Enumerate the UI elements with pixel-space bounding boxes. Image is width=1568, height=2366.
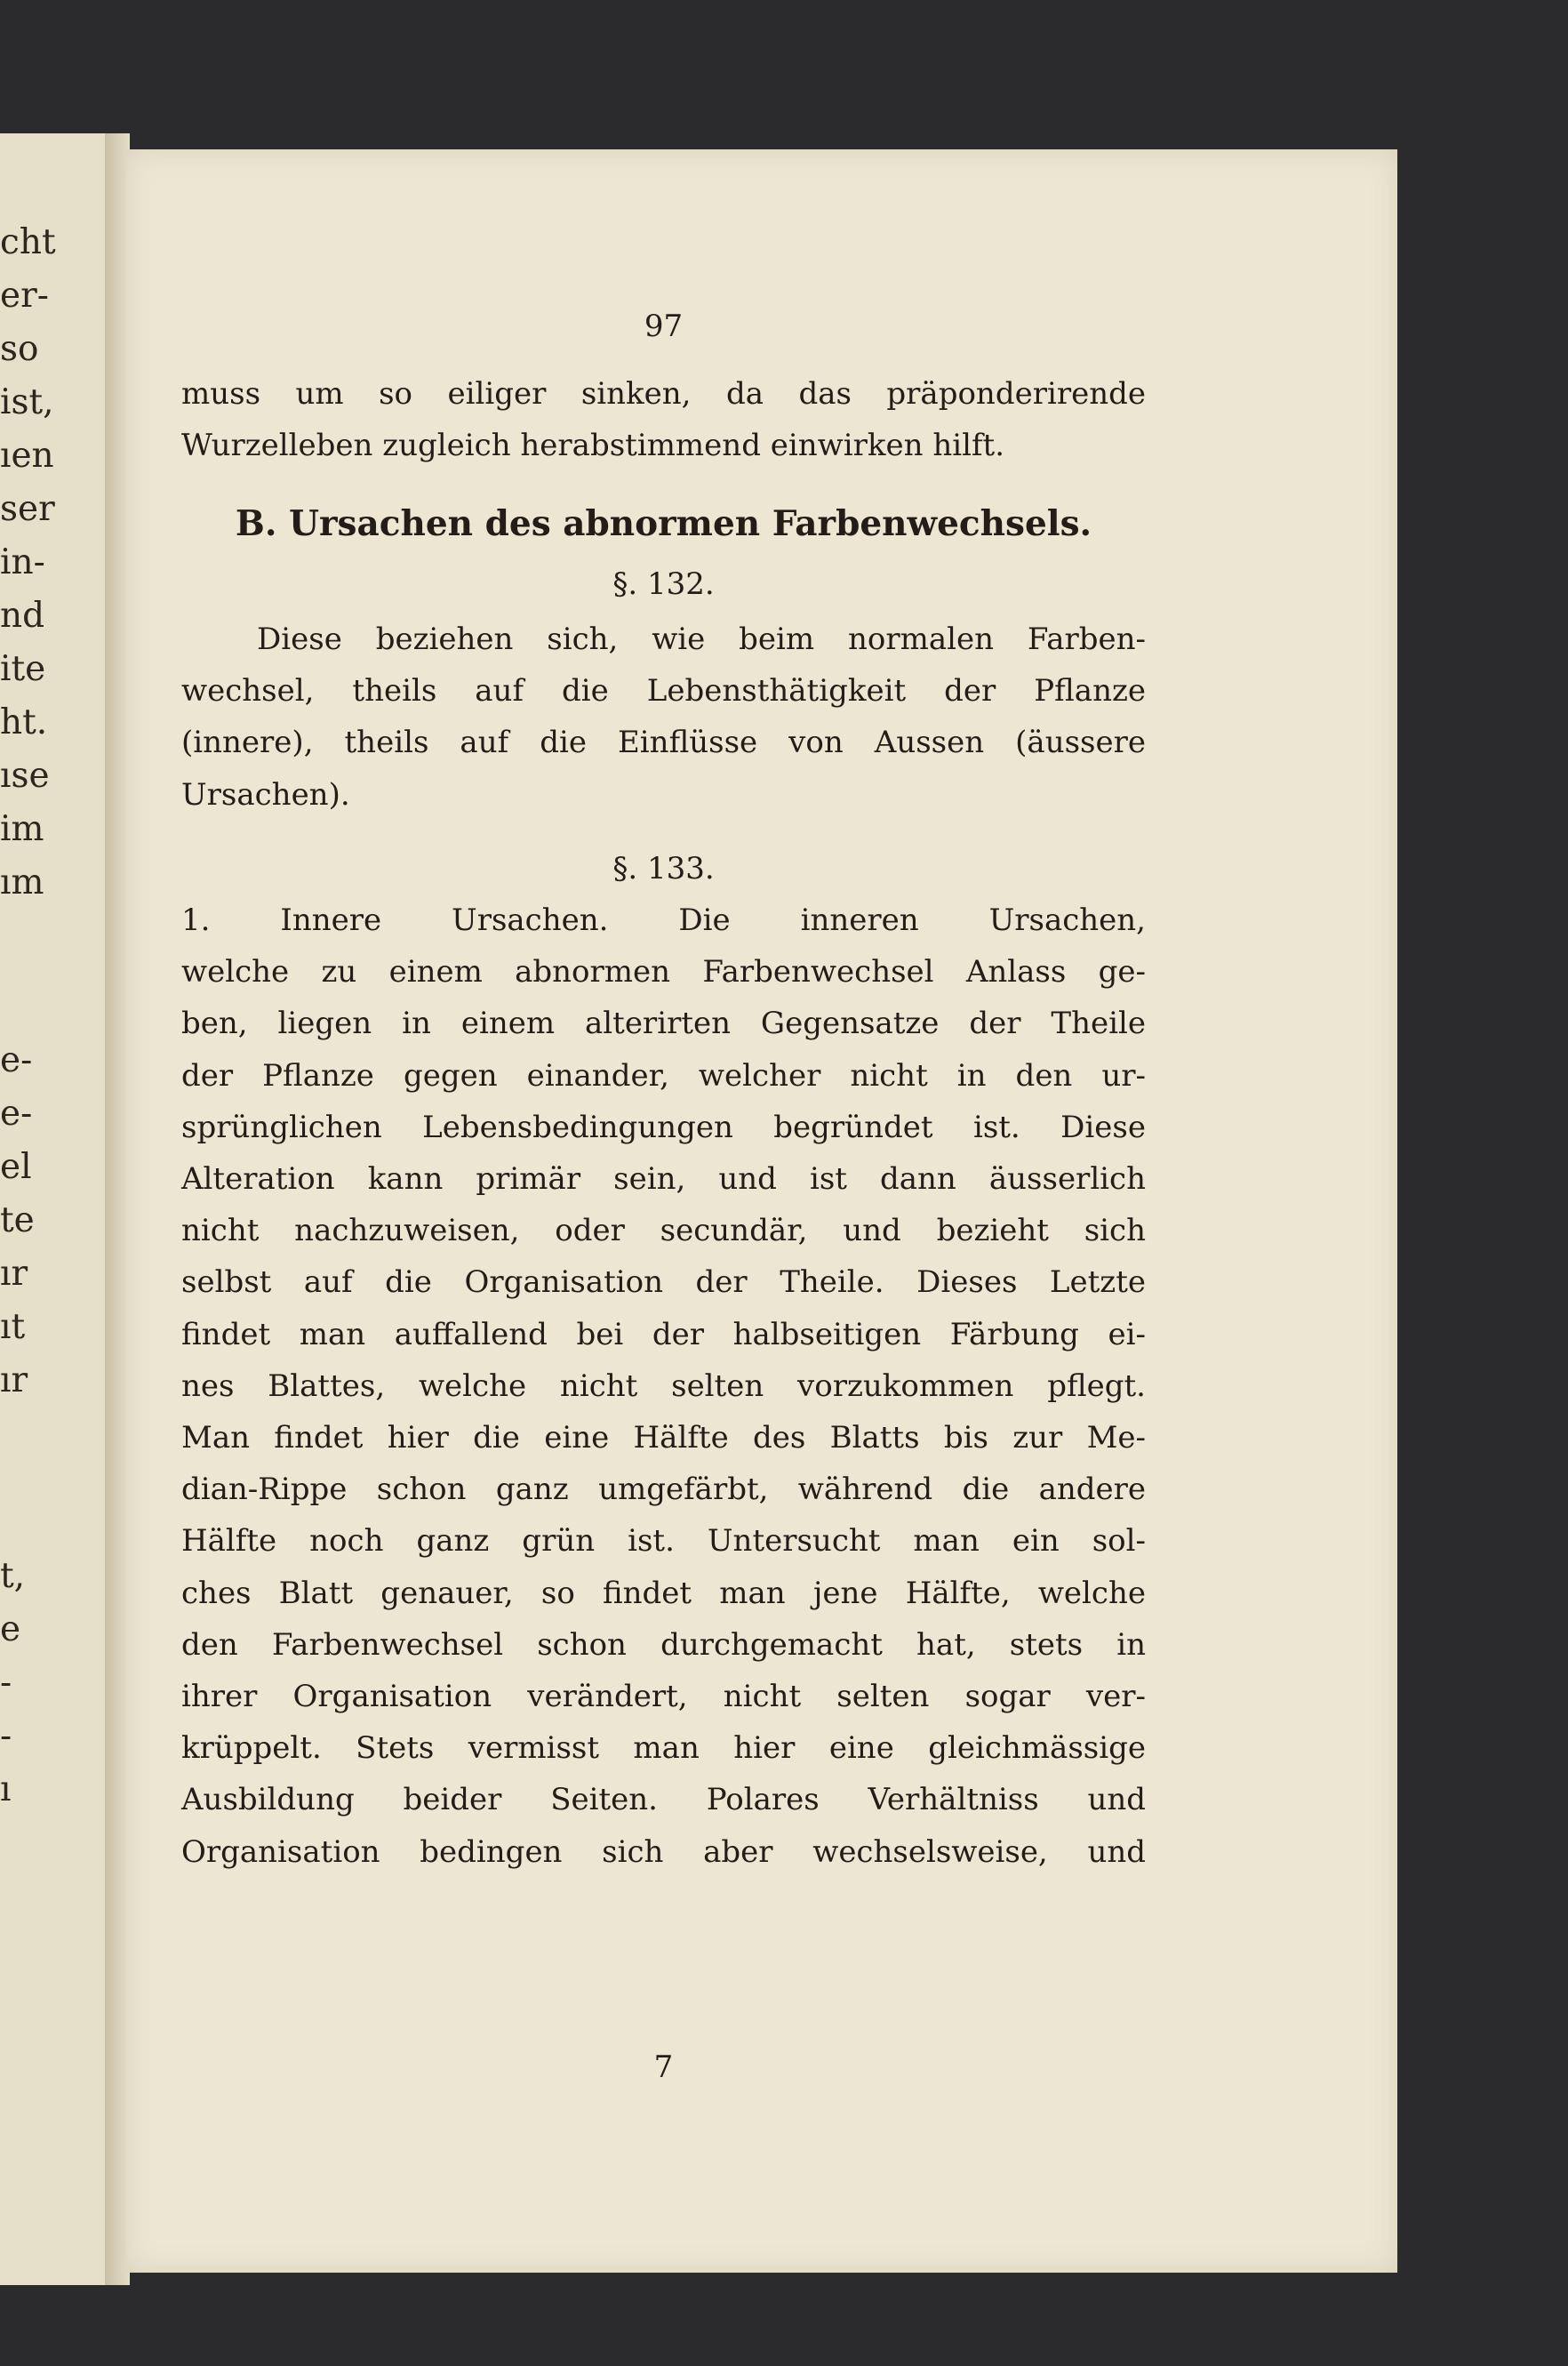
text-line: ihrer Organisation verändert, nicht selten sogar ver-	[181, 1679, 1146, 1715]
text-line: selbst auf die Organisation der Theile. Dieses Letzte	[181, 1264, 1146, 1301]
text-line: Wurzelleben zugleich herabstimmend einwirken hilft.	[181, 428, 1005, 464]
facing-page-fragment: ıse	[0, 756, 50, 796]
facing-page-fragment: e	[0, 1609, 21, 1649]
text-line: nes Blattes, welche nicht selten vorzukommen pflegt.	[181, 1367, 1146, 1404]
facing-page-fragment: in-	[0, 542, 45, 582]
text-line: sprünglichen Lebensbedingungen begründet ist. Diese	[181, 1109, 1146, 1145]
facing-page-fragment: ır	[0, 1254, 28, 1294]
paragraph-133	[181, 894, 1146, 1878]
text-line: krüppelt. Stets vermisst man hier eine gleichmässige	[181, 1730, 1146, 1767]
facing-page-fragment: ım	[0, 862, 44, 902]
facing-page-fragment: t,	[0, 1556, 26, 1596]
text-line: Diese beziehen sich, wie beim normalen Farben-	[257, 622, 1146, 657]
text-line: ben, liegen in einem alterirten Gegensatze der Theile	[181, 1006, 1146, 1042]
section-number-132: §. 132.	[612, 566, 715, 602]
book-page	[126, 149, 1397, 2273]
text-line: den Farbenwechsel schon durchgemacht hat, stets in	[181, 1626, 1146, 1663]
facing-page-fragment: so	[0, 329, 39, 369]
text-line: Ursachen).	[181, 776, 350, 813]
text-line: der Pflanze gegen einander, welcher nicht in den ur-	[181, 1057, 1146, 1094]
facing-page-fragment: ıen	[0, 436, 54, 476]
facing-page-fragment: -	[0, 1716, 12, 1756]
facing-page-fragment: el	[0, 1147, 32, 1187]
facing-page-fragment: er-	[0, 276, 49, 316]
facing-page-fragment: ıt	[0, 1307, 26, 1347]
text-line: wechsel, theils auf die Lebensthätigkeit der Pflanze	[181, 673, 1146, 710]
facing-page-fragment: ı	[0, 1769, 12, 1809]
facing-page-fragment: -	[0, 1663, 12, 1703]
text-line: findet man auffallend bei der halbseitigen Färbung ei-	[181, 1316, 1146, 1352]
text-line: Organisation bedingen sich aber wechselsweise, und	[181, 1833, 1146, 1870]
facing-page-fragment: ist,	[0, 382, 54, 422]
facing-page-fragment: im	[0, 809, 44, 849]
facing-page-fragment: nd	[0, 596, 45, 636]
text-line: welche zu einem abnormen Farbenwechsel Anlass ge-	[181, 954, 1146, 991]
facing-page-fragment: e-	[0, 1094, 33, 1134]
facing-page-fragment: cht	[0, 222, 56, 262]
text-line: Alteration kann primär sein, und ist dann äusserlich	[181, 1161, 1146, 1198]
text-line: Hälfte noch ganz grün ist. Untersucht man ein sol-	[181, 1523, 1146, 1560]
facing-page-fragment: ser	[0, 489, 55, 529]
section-number-133: §. 133.	[612, 851, 715, 886]
text-line: Man findet hier die eine Hälfte des Blatts bis zur Me-	[181, 1420, 1146, 1456]
text-line: (innere), theils auf die Einflüsse von Aussen (äussere	[181, 725, 1146, 761]
facing-page-fragment: te	[0, 1200, 35, 1240]
facing-page-fragment: ır	[0, 1360, 28, 1400]
page-number: 97	[644, 309, 684, 344]
signature-mark: 7	[653, 2049, 674, 2085]
text-line: dian-Rippe schon ganz umgefärbt, während die andere	[181, 1472, 1146, 1508]
text-line: muss um so eiliger sinken, da das präponderirende	[181, 376, 1146, 412]
text-line: ches Blatt genauer, so findet man jene Hälfte, welche	[181, 1575, 1146, 1611]
facing-page-fragment: ite	[0, 649, 46, 689]
paragraph-132	[181, 614, 1146, 821]
section-heading: B. Ursachen des abnormen Farbenwechsels.	[235, 503, 1092, 544]
text-line: nicht nachzuweisen, oder secundär, und bezieht sich	[181, 1213, 1146, 1249]
text-line: 1. Innere Ursachen. Die inneren Ursachen,	[181, 902, 1146, 938]
text-line: Ausbildung beider Seiten. Polares Verhältniss und	[181, 1782, 1146, 1818]
paragraph-continuation	[181, 368, 1146, 471]
facing-page-fragment: ht.	[0, 702, 48, 742]
facing-page-fragment: e-	[0, 1040, 33, 1080]
